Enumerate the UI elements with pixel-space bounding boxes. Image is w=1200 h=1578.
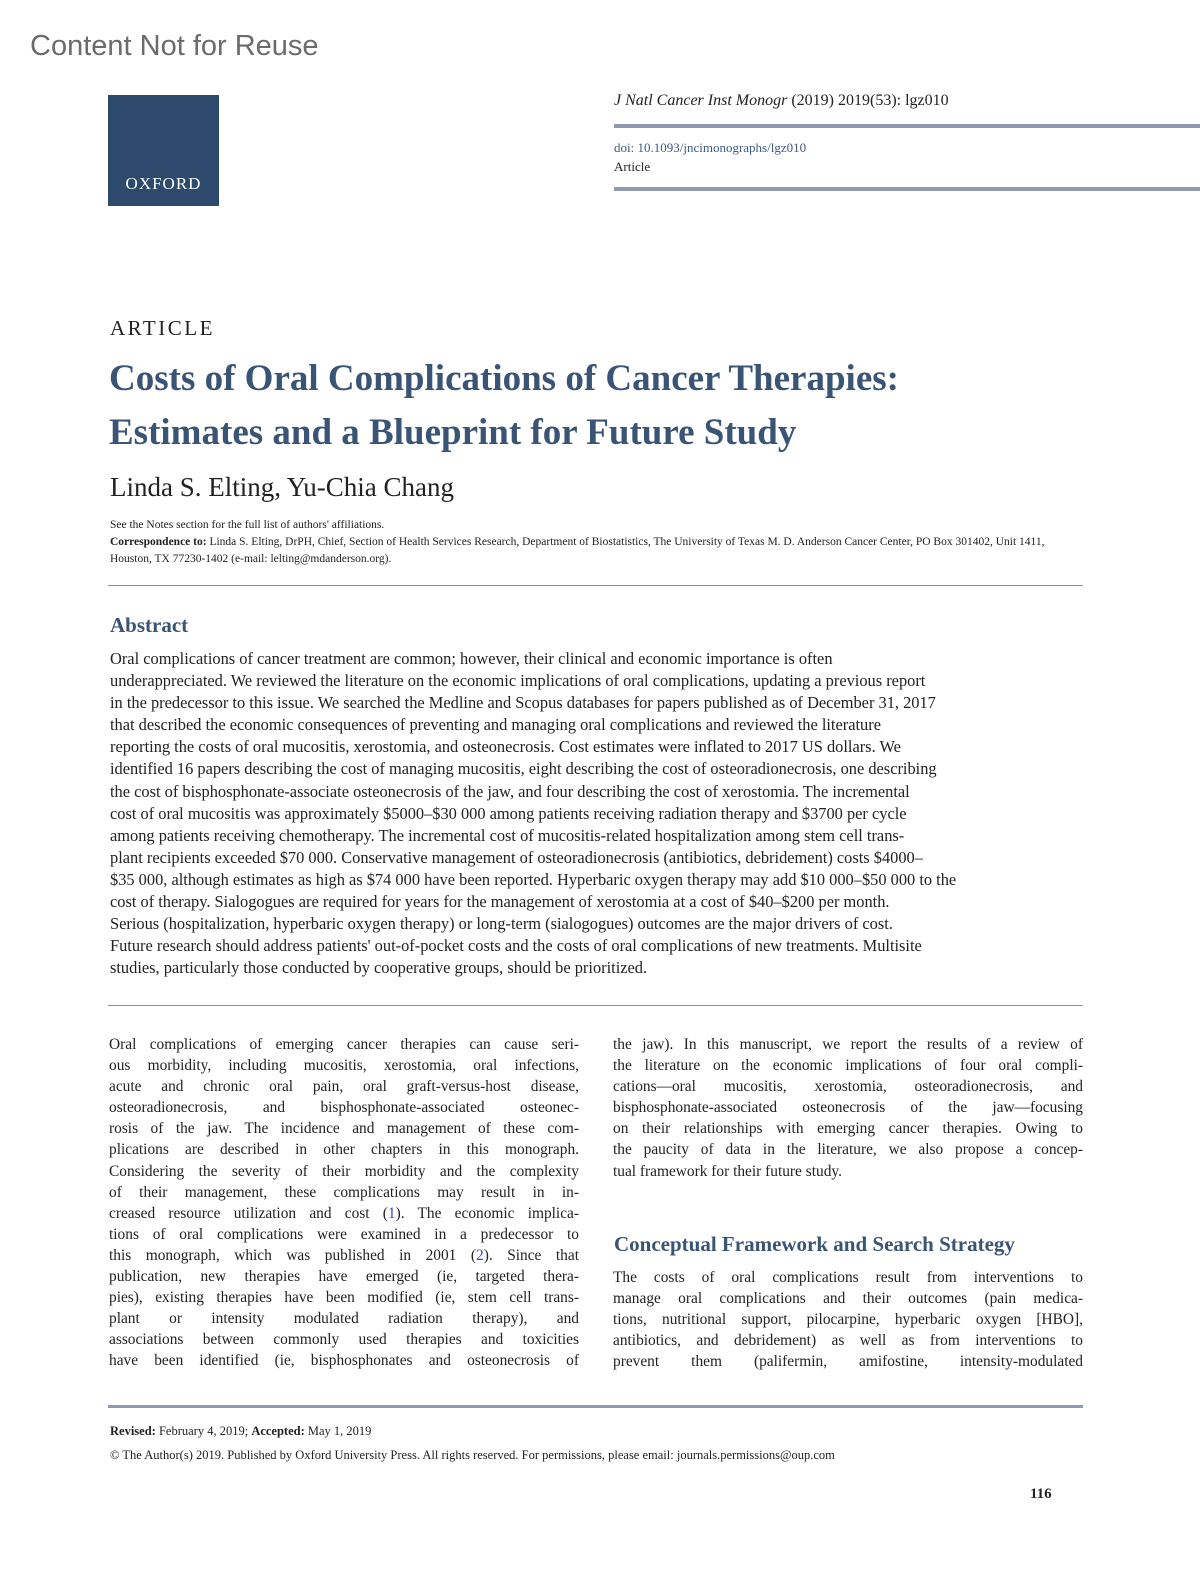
text-line (109, 1076, 579, 1097)
text-segment: the jaw). In this manuscript, we report the results of a review of (613, 1036, 1083, 1053)
text-segment: Oral complications of emerging cancer therapies can cause seri- (109, 1036, 579, 1053)
accepted-date: May 1, 2019 (304, 1424, 372, 1438)
text-line (109, 1034, 579, 1055)
page-number: 116 (1030, 1486, 1052, 1502)
text-line (613, 1309, 1083, 1330)
abstract-line: in the predecessor to this issue. We searched the Medline and Scopus databases for papers published as of December 31, 2017 (110, 693, 936, 713)
text-line (109, 1308, 579, 1329)
abstract-heading: Abstract (110, 613, 189, 637)
text-line (613, 1118, 1083, 1139)
text-line (613, 1034, 1083, 1055)
abstract-line: cost of oral mucositis was approximately $5000–$30 000 among patients receiving radiation therapy and $3700 per cycle (110, 803, 907, 823)
text-segment: this monograph, which was published in 2001 ( (109, 1246, 477, 1264)
abstract-line: $35 000, although estimates as high as $74 000 have been reported. Hyperbaric oxygen therapy may add $10 000–$50 000 to the (110, 869, 957, 889)
text-segment: the literature on the economic implications of four oral compli- (613, 1057, 1083, 1075)
abstract-line: plant recipients exceeded $70 000. Conservative management of osteoradionecrosis (antibiotics, debridement) costs $4000– (110, 847, 923, 867)
divider (108, 585, 1083, 586)
citation-link[interactable]: 2 (476, 1246, 484, 1264)
text-segment: tual framework for their future study. (613, 1162, 842, 1180)
text-line (109, 1118, 579, 1139)
text-segment: osteoradionecrosis, and bisphosphonate-associated osteonec- (109, 1099, 579, 1117)
text-line (613, 1161, 1083, 1182)
abstract-line: identified 16 papers describing the cost of managing mucositis, eight describing the cost of osteoradionecrosis, one describing (110, 759, 937, 779)
text-segment: ). Since that (483, 1246, 579, 1264)
text-segment: plant or intensity modulated radiation therapy), and (109, 1310, 579, 1328)
text-line (109, 1350, 579, 1371)
author-notes (110, 517, 1070, 568)
divider (108, 1005, 1083, 1006)
copyright: © The Author(s) 2019. Published by Oxford University Press. All rights reserved. For permissions, please email: journals.permissions@oup.com (110, 1448, 835, 1462)
text-segment: plications are described in other chapters in this monograph. (109, 1141, 579, 1159)
text-line (613, 1139, 1083, 1160)
section-heading: Conceptual Framework and Search Strategy (614, 1232, 1015, 1256)
article-kicker: ARTICLE (110, 316, 215, 340)
text-segment: creased resource utilization and cost ( (109, 1204, 388, 1222)
footer-rule (108, 1405, 1083, 1408)
text-line (109, 1245, 579, 1266)
text-segment: cations—oral mucositis, xerostomia, osteoradionecrosis, and (613, 1078, 1083, 1096)
text-line (109, 1266, 579, 1287)
text-segment: associations between commonly used therapies and toxicities (109, 1331, 579, 1349)
text-segment: tions of oral complications were examined in a predecessor to (109, 1225, 579, 1243)
journal-name: J Natl Cancer Inst Monogr (614, 92, 788, 109)
doi-link[interactable]: doi: 10.1093/jncimonographs/lgz010 (614, 140, 807, 155)
text-line (109, 1097, 579, 1118)
text-line (613, 1330, 1083, 1351)
abstract-line: underappreciated. We reviewed the literature on the economic implications of oral complications, updating a previous report (110, 671, 926, 691)
text-segment: bisphosphonate-associated osteonecrosis of the jaw—focusing (613, 1099, 1083, 1117)
abstract-line: the cost of bisphosphonate-associate osteonecrosis of the jaw, and four describing the cost of xerostomia. The incremental (110, 781, 910, 801)
text-line (109, 1287, 579, 1308)
text-line (109, 1182, 579, 1203)
text-line (109, 1139, 579, 1160)
text-segment: manage oral complications and their outcomes (pain medica- (613, 1290, 1083, 1308)
abstract-line: reporting the costs of oral mucositis, xerostomia, and osteonecrosis. Cost estimates were inflated to 2017 US dollars. We (110, 737, 901, 757)
text-line (613, 1076, 1083, 1097)
abstract-line: studies, particularly those conducted by cooperative groups, should be prioritized. (110, 958, 648, 978)
abstract-line: Future research should address patients' out-of-pocket costs and the costs of oral complications of new treatments. Multisite (110, 936, 922, 956)
abstract-line: cost of therapy. Sialogogues are required for years for the management of xerostomia at a cost of $40–$200 per month. (110, 892, 890, 912)
affiliations-note: See the Notes section for the full list of authors' affiliations. (110, 519, 385, 531)
journal-citation (614, 92, 949, 110)
text-line (109, 1161, 579, 1182)
text-segment: the paucity of data in the literature, we also propose a concep- (613, 1141, 1083, 1159)
body-column-right (613, 1034, 1083, 1182)
text-segment: publication, new therapies have emerged (ie, targeted thera- (109, 1268, 579, 1286)
text-line (613, 1288, 1083, 1309)
text-line (613, 1097, 1083, 1118)
title-line: Costs of Oral Complications of Cancer Therapies: (109, 358, 899, 399)
text-segment: The costs of oral complications result from interventions to (613, 1269, 1083, 1286)
text-segment: tions, nutritional support, pilocarpine, hyperbaric oxygen [HBO], (613, 1311, 1083, 1329)
text-line (109, 1224, 579, 1245)
revised-label: Revised: (110, 1424, 156, 1438)
revised-date: February 4, 2019; (155, 1424, 252, 1438)
text-line (613, 1055, 1083, 1076)
text-segment: rosis of the jaw. The incidence and management of these com- (109, 1120, 579, 1138)
abstract-line: Serious (hospitalization, hyperbaric oxygen therapy) or long-term (sialogogues) outcomes are the major drivers of cost. (110, 914, 893, 934)
section-body (613, 1267, 1083, 1372)
accepted-label: Accepted: (251, 1424, 305, 1438)
text-segment: Considering the severity of their morbidity and the complexity (109, 1162, 579, 1180)
body-column-left (109, 1034, 579, 1372)
text-segment: antibiotics, and debridement) as well as from interventions to (613, 1332, 1083, 1350)
citation-link[interactable]: 1 (387, 1204, 396, 1222)
text-line (109, 1055, 579, 1076)
header-rule (614, 124, 1200, 128)
authors: Linda S. Elting, Yu-Chia Chang (110, 472, 454, 502)
article-type: Article (614, 159, 651, 174)
text-segment: ous morbidity, including mucositis, xerostomia, oral infections, (109, 1057, 579, 1075)
text-segment: prevent them (palifermin, amifostine, intensity-modulated (613, 1353, 1083, 1371)
correspondence-label: Correspondence to: (110, 536, 207, 548)
citation-details: (2019) 2019(53): lgz010 (787, 92, 949, 109)
abstract-line: among patients receiving chemotherapy. The incremental cost of mucositis-related hospitalization among stem cell trans- (110, 825, 905, 845)
abstract-text (110, 648, 1085, 979)
footer-dates (110, 1424, 371, 1439)
text-line (613, 1351, 1083, 1372)
text-segment: ). The economic implica- (395, 1204, 579, 1222)
logo-text: OXFORD (125, 174, 202, 193)
correspondence-text: Linda S. Elting, DrPH, Chief, Section of Health Services Research, Department of Biostatistics, The University of Texas M. D. Anderson Cancer Center, PO Box 301402, Unit 1411, Houston, TX 77230-1402 (e-mail: lelting@mdanderson.org). (110, 536, 1045, 565)
text-line (613, 1267, 1083, 1288)
correspondence (110, 534, 1070, 568)
header-rule (614, 187, 1200, 191)
text-segment: on their relationships with emerging cancer therapies. Owing to (613, 1120, 1083, 1138)
article-title (109, 352, 899, 460)
text-segment: have been identified (ie, bisphosphonates and osteonecrosis of (109, 1352, 579, 1370)
abstract-line: that described the economic consequences of preventing and managing oral complications and reviewed the literature (110, 715, 881, 735)
title-line: Estimates and a Blueprint for Future Study (109, 412, 797, 453)
text-line (109, 1329, 579, 1350)
text-line (109, 1203, 579, 1224)
watermark: Content Not for Reuse (30, 30, 319, 62)
text-segment: pies), existing therapies have been modified (ie, stem cell trans- (109, 1289, 579, 1307)
text-segment: acute and chronic oral pain, oral graft-versus-host disease, (109, 1078, 579, 1096)
oxford-logo (108, 95, 219, 206)
abstract-line: Oral complications of cancer treatment are common; however, their clinical and economic importance is often (110, 649, 833, 668)
text-segment: of their management, these complications may result in in- (109, 1183, 579, 1201)
